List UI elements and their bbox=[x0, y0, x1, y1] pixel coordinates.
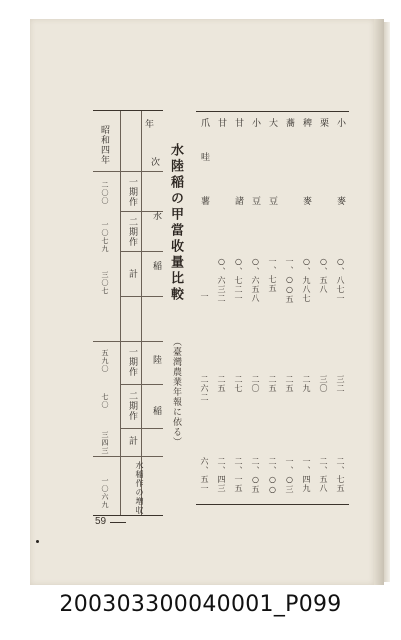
left-comparison-table bbox=[93, 110, 163, 516]
table-value: 一〇六九 bbox=[101, 477, 109, 509]
year-header: 年 bbox=[143, 119, 153, 129]
crop-name: 爪 bbox=[199, 118, 209, 128]
crop-column bbox=[264, 112, 281, 504]
crop-value: 二、五八 bbox=[319, 457, 328, 493]
crop-name-2: 麥 bbox=[335, 196, 345, 206]
table-value: 三四三 bbox=[101, 431, 109, 455]
crop-column bbox=[281, 112, 298, 504]
crop-name: 大 bbox=[267, 118, 277, 128]
sub-label: 一期作 bbox=[127, 177, 137, 207]
crop-value: 二九 bbox=[302, 375, 311, 393]
crop-value: ○、八七一 bbox=[336, 257, 345, 303]
table-divider bbox=[120, 428, 163, 429]
crop-value: ○、六五八 bbox=[251, 257, 260, 303]
image-caption: 200303300040001_P099 bbox=[59, 592, 342, 617]
crop-value: 二、七五 bbox=[336, 457, 345, 493]
ink-dot bbox=[36, 540, 39, 543]
crop-value: 一、四九 bbox=[302, 457, 311, 493]
crop-value: 一、○三 bbox=[285, 457, 294, 494]
table-title: 水陸稲の甲當收量比較 bbox=[168, 143, 183, 303]
crop-value: 二五 bbox=[268, 375, 277, 393]
crop-column bbox=[247, 112, 264, 504]
table-value: 二〇〇 bbox=[101, 181, 109, 205]
crop-column bbox=[230, 112, 247, 504]
crop-value: ○、七二一 bbox=[234, 257, 243, 303]
sub-label: 二期作 bbox=[127, 217, 137, 247]
crop-name: 甘 bbox=[233, 118, 243, 128]
crop-value: 二、○五 bbox=[251, 457, 260, 494]
crop-name-2: 豆 bbox=[267, 196, 277, 206]
crop-value: ○、九八七 bbox=[302, 257, 311, 303]
crop-value: 二、○○ bbox=[268, 457, 277, 495]
right-crop-table bbox=[196, 111, 349, 505]
crop-name: 蕎 bbox=[284, 118, 294, 128]
page-number-dash bbox=[110, 522, 126, 523]
crop-column bbox=[332, 112, 349, 504]
crop-value: 二五 bbox=[217, 375, 226, 393]
sub-label: 一期作 bbox=[127, 347, 137, 377]
sub-label: 計 bbox=[127, 436, 137, 446]
crop-name-2: 諸 bbox=[233, 196, 243, 206]
table-divider bbox=[93, 171, 163, 172]
crop-name-2: 哇 bbox=[199, 152, 209, 162]
table-value: 五九〇 bbox=[101, 349, 109, 373]
year-label: 昭和四年 bbox=[99, 125, 109, 165]
crop-value: 一、○○五 bbox=[285, 257, 294, 304]
row-header: 次 bbox=[149, 157, 159, 167]
table-subtitle: （臺灣農業年報に依る） bbox=[171, 337, 181, 447]
sub-label: 計 bbox=[127, 269, 137, 279]
crop-column bbox=[298, 112, 315, 504]
crop-name: 栗 bbox=[318, 118, 328, 128]
table-divider bbox=[120, 296, 163, 297]
rikuto-label: 陸 bbox=[151, 355, 161, 365]
table-divider bbox=[93, 456, 163, 457]
crop-value: 三二 bbox=[336, 375, 345, 393]
extra-label: 水稲作の増収 bbox=[135, 461, 144, 515]
sub-label: 二期作 bbox=[127, 391, 137, 421]
crop-value: 二、一五 bbox=[234, 457, 243, 493]
crop-name: 稗 bbox=[301, 118, 311, 128]
crop-value: 六、五一 bbox=[200, 457, 209, 493]
table-divider bbox=[120, 384, 163, 385]
table-value: 三〇七 bbox=[101, 271, 109, 295]
page-edge bbox=[374, 19, 384, 585]
table-value: 一〇七九 bbox=[101, 221, 109, 253]
crop-value: 二七 bbox=[234, 375, 243, 393]
crop-name: 小 bbox=[250, 118, 260, 128]
crop-value: 三〇 bbox=[319, 375, 328, 393]
crop-name: 小 bbox=[335, 118, 345, 128]
crop-column bbox=[196, 112, 213, 504]
crop-value: 二、四三 bbox=[217, 457, 226, 493]
crop-column bbox=[213, 112, 230, 504]
crop-value: ○、五八 bbox=[319, 257, 328, 294]
crop-name-2: 豆 bbox=[250, 196, 260, 206]
crop-value: 二五 bbox=[285, 375, 294, 393]
ine-label: 稲 bbox=[151, 261, 161, 271]
crop-column bbox=[315, 112, 332, 504]
crop-value: 一、七五 bbox=[268, 257, 277, 293]
page-spine bbox=[384, 22, 390, 582]
crop-name: 甘 bbox=[216, 118, 226, 128]
crop-value: 一 bbox=[200, 292, 209, 301]
crop-value: 二〇 bbox=[251, 375, 260, 393]
crop-name-3: 薯 bbox=[199, 196, 209, 206]
table-value: 七〇 bbox=[101, 393, 109, 409]
crop-name-2: 麥 bbox=[301, 196, 311, 206]
ine-label-2: 稲 bbox=[151, 406, 161, 416]
crop-value: ○、六三二 bbox=[217, 257, 226, 303]
table-divider bbox=[93, 341, 163, 342]
crop-value: 二六二 bbox=[200, 375, 209, 402]
table-divider bbox=[120, 251, 163, 252]
suiden-label: 水 bbox=[151, 211, 161, 221]
page-number: 59 bbox=[95, 516, 107, 527]
